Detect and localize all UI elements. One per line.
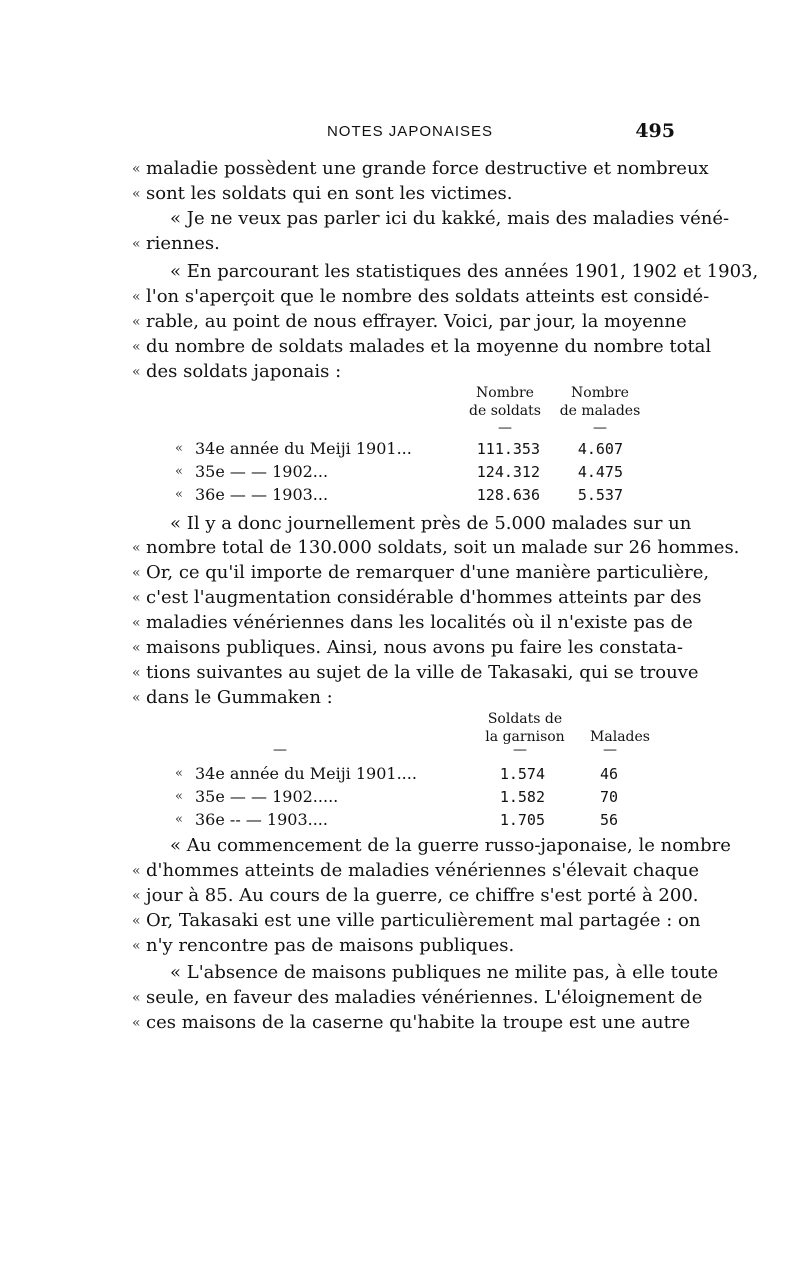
running-title: NOTES JAPONAISES bbox=[326, 123, 494, 140]
text-line: « tions suivantes au sujet de la ville de Takasaki, qui se trouve bbox=[132, 662, 699, 683]
table-row: « 34e année du Meiji 1901.... 1.574 46 bbox=[175, 764, 618, 783]
header-dash: — bbox=[273, 742, 287, 758]
text-line: « maladies vénériennes dans les localités où il n'existe pas de bbox=[132, 612, 693, 633]
text-line: « dans le Gummaken : bbox=[132, 687, 333, 708]
text-line: « Or, Takasaki est une ville particulièrement mal partagée : on bbox=[132, 910, 701, 931]
table-row: « 34e année du Meiji 1901... 111.353 4.607 bbox=[175, 439, 623, 458]
text-line: « ces maisons de la caserne qu'habite la troupe est une autre bbox=[132, 1012, 691, 1033]
text-line: « d'hommes atteints de maladies vénériennes s'élevait chaque bbox=[132, 860, 700, 881]
text-line: « nombre total de 130.000 soldats, soit un malade sur 26 hommes. bbox=[132, 537, 740, 558]
text-line: « du nombre de soldats malades et la moyenne du nombre total bbox=[132, 336, 712, 357]
text-line: « Je ne veux pas parler ici du kakké, mais des maladies véné- bbox=[170, 208, 730, 229]
text-line: « seule, en faveur des maladies vénériennes. L'éloignement de bbox=[132, 987, 703, 1008]
table-row: « 36e — — 1903... 128.636 5.537 bbox=[175, 485, 623, 504]
text-line: « En parcourant les statistiques des années 1901, 1902 et 1903, bbox=[170, 261, 759, 282]
text-line: « n'y rencontre pas de maisons publiques. bbox=[132, 935, 515, 956]
text-line: « maisons publiques. Ainsi, nous avons pu faire les constata- bbox=[132, 637, 683, 658]
header-dash: — bbox=[593, 420, 607, 436]
table-header-sick: Nombre de malades bbox=[559, 385, 641, 419]
header-dash: — bbox=[498, 420, 512, 436]
text-line: « riennes. bbox=[132, 233, 220, 254]
text-line: « Il y a donc journellement près de 5.000 malades sur un bbox=[170, 513, 692, 534]
text-line: « sont les soldats qui en sont les victimes. bbox=[132, 183, 513, 204]
text-line: « l'on s'aperçoit que le nombre des soldats atteints est considé- bbox=[132, 286, 710, 307]
text-line: « rable, au point de nous effrayer. Voici, par jour, la moyenne bbox=[132, 311, 687, 332]
text-line: « c'est l'augmentation considérable d'hommes atteints par des bbox=[132, 587, 702, 608]
text-line: « des soldats japonais : bbox=[132, 361, 342, 382]
text-line: « L'absence de maisons publiques ne milite pas, à elle toute bbox=[170, 962, 719, 983]
table-header-garrison: Soldats de la garnison bbox=[485, 711, 565, 745]
header-dash: — bbox=[513, 742, 527, 758]
text-line: « Au commencement de la guerre russo-japonaise, le nombre bbox=[170, 835, 731, 856]
text-line: « Or, ce qu'il importe de remarquer d'une manière particulière, bbox=[132, 562, 710, 583]
text-line: « jour à 85. Au cours de la guerre, ce chiffre s'est porté à 200. bbox=[132, 885, 699, 906]
table-row: « 36e -- — 1903.... 1.705 56 bbox=[175, 810, 618, 829]
header-dash: — bbox=[603, 742, 617, 758]
page-header bbox=[145, 120, 675, 144]
page-number: 495 bbox=[635, 120, 675, 142]
table-header-soldiers: Nombre de soldats bbox=[469, 385, 541, 419]
text-line: « maladie possèdent une grande force destructive et nombreux bbox=[132, 158, 709, 179]
table-header-sick: Malades bbox=[590, 729, 650, 745]
table-row: « 35e — — 1902..... 1.582 70 bbox=[175, 787, 618, 806]
table-row: « 35e — — 1902... 124.312 4.475 bbox=[175, 462, 623, 481]
